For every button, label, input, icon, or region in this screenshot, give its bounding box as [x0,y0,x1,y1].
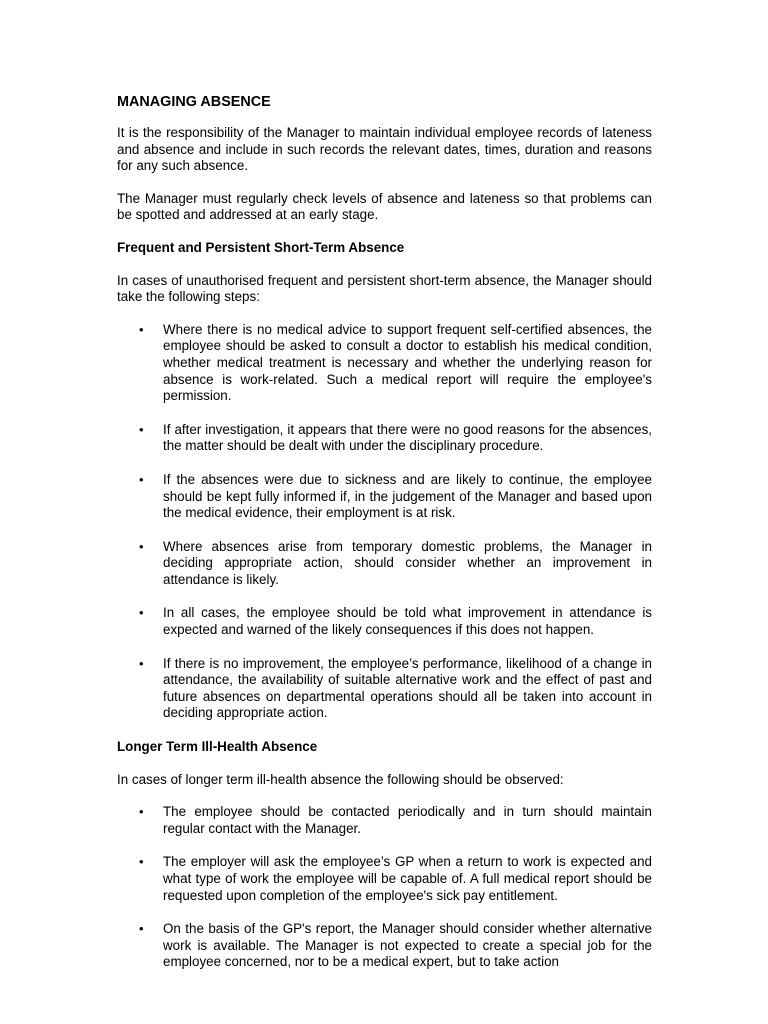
list-item [117,472,652,522]
bullet-icon: • [139,655,144,671]
bullet-list-short-term [117,322,652,722]
section-lead-long-term: In cases of longer term ill-health absence the following should be observed: [117,771,564,787]
bullet-icon: • [139,921,144,937]
bullet-icon: • [139,471,144,487]
list-item [117,422,652,455]
section-lead-short-term: In cases of unauthorised frequent and persistent short-term absence, the Manager should take the following steps: [117,272,652,305]
bullet-list-long-term [117,804,652,971]
list-item [117,921,652,971]
bullet-icon: • [139,804,144,820]
list-item-text: On the basis of the GP's report, the Manager should consider whether alternative work is available. The Manager is not expected to create a special job for the employee concerned, nor to be a medical expert, but to take action [163,921,652,970]
list-item [117,854,652,904]
list-item-text: If after investigation, it appears that there were no good reasons for the absences, the matter should be dealt with under the disciplinary procedure. [163,421,652,454]
list-item [117,804,652,837]
list-item-text: The employee should be contacted periodically and in turn should maintain regular contact with the Manager. [163,804,652,836]
section-heading-short-term: Frequent and Persistent Short-Term Absence [117,239,405,255]
list-item [117,322,652,405]
intro-paragraph-1: It is the responsibility of the Manager to maintain individual employee records of lateness and absence and include in such records the relevant dates, times, duration and reasons for any such absence. [117,125,652,174]
bullet-icon: • [139,321,144,337]
list-item [117,605,652,638]
document-title: MANAGING ABSENCE [117,94,271,110]
list-item-text: The employer will ask the employee’s GP when a return to work is expected and what type of work the employee will be capable of. A full medical report should be requested upon completion of the employee's sick pay entitlement. [163,854,652,903]
document-page [117,93,652,988]
list-item-text: Where absences arise from temporary domestic problems, the Manager in deciding appropriate action, should consider whether an improvement in attendance is likely. [163,538,652,587]
bullet-icon: • [139,421,144,437]
bullet-icon: • [139,605,144,621]
list-item [117,656,652,722]
list-item-text: If there is no improvement, the employee’s performance, likelihood of a change in attendance, the availability of suitable alternative work and the effect of past and future absences on departmental operations should all be taken into account in deciding appropriate action. [163,655,652,721]
list-item-text: If the absences were due to sickness and are likely to continue, the employee should be kept fully informed if, in the judgement of the Manager and based upon the medical evidence, their employment is at risk. [163,471,652,521]
list-item-text: In all cases, the employee should be told what improvement in attendance is expected and warned of the likely consequences if this does not happen. [163,605,652,638]
list-item-text: Where there is no medical advice to support frequent self-certified absences, the employee should be asked to consult a doctor to establish his medical condition, whether medical treatment is necessary and whether the underlying reason for absence is work-related. Such a medical report will require the employee's permission. [163,321,652,404]
list-item [117,539,652,589]
bullet-icon: • [139,538,144,554]
section-heading-long-term: Longer Term Ill-Health Absence [117,739,318,755]
bullet-icon: • [139,854,144,870]
intro-paragraph-2: The Manager must regularly check levels of absence and lateness so that problems can be spotted and addressed at an early stage. [117,190,652,223]
